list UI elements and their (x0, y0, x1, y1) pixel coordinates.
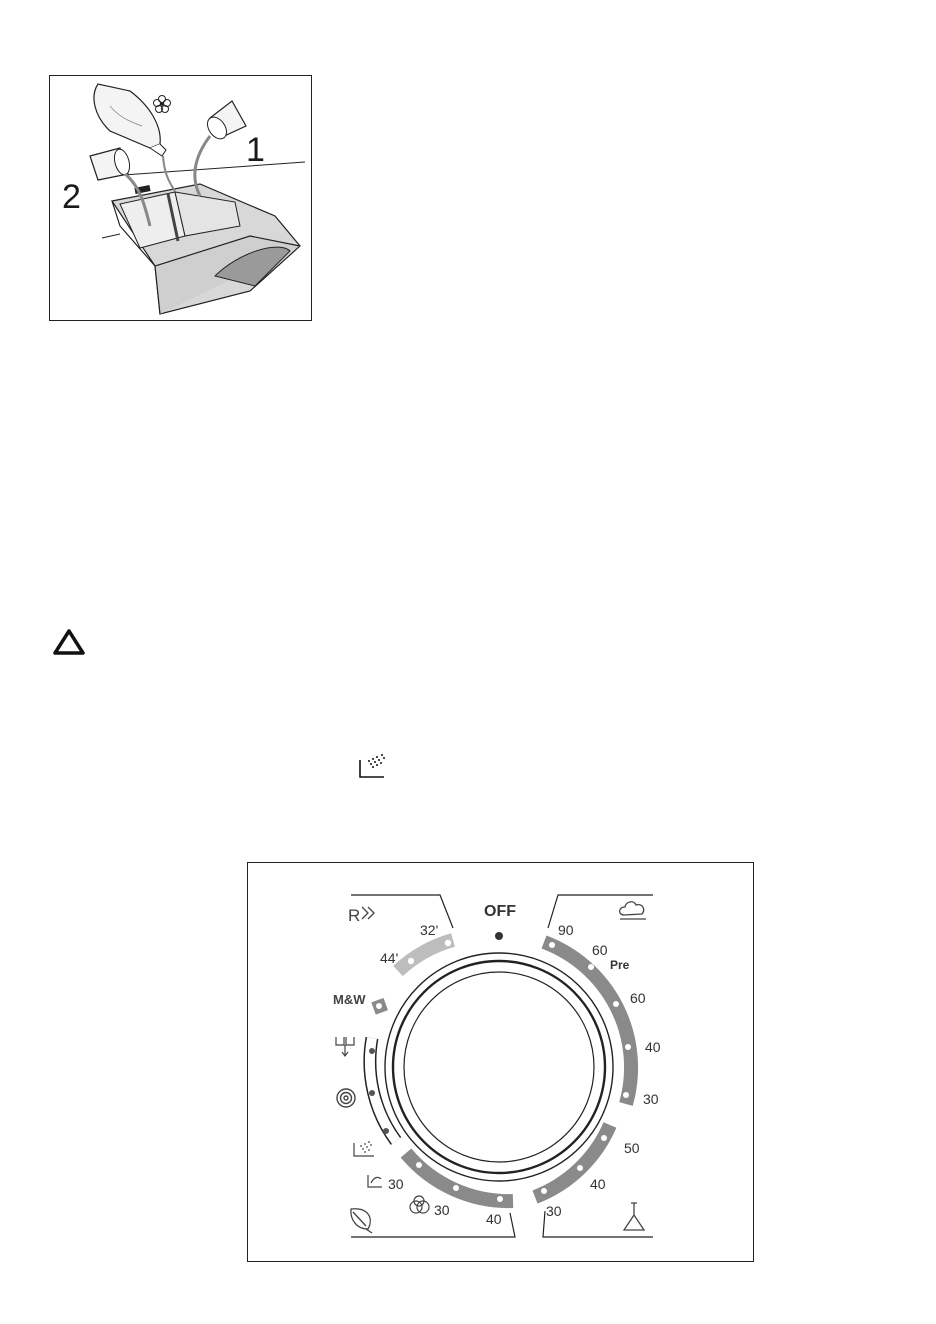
dial-position-dot[interactable] (497, 1196, 503, 1202)
softener-flower-icon (154, 96, 171, 113)
mix-wash-label: M&W (333, 992, 366, 1007)
cotton-temp-40: 40 (645, 1039, 661, 1055)
compartment-label-2: 2 (62, 178, 81, 216)
wool-temp-30: 30 (434, 1202, 450, 1218)
handwash-temp-30: 30 (388, 1176, 404, 1192)
off-label: OFF (484, 903, 516, 920)
drain-icon (336, 1037, 354, 1056)
dial-position-dot[interactable] (376, 1003, 382, 1009)
cotton-icon (620, 902, 646, 919)
detergent-drawer-icon (50, 76, 310, 319)
synthetics-temp-30: 30 (546, 1203, 562, 1219)
cup-icon (195, 101, 246, 196)
programme-dial (248, 863, 752, 1260)
cotton-temp-60: 60 (630, 990, 646, 1006)
detergent-drawer-figure (49, 75, 312, 321)
dial-position-dot[interactable] (577, 1165, 583, 1171)
dial-position-dot[interactable] (549, 942, 555, 948)
programme-dial-figure (247, 862, 754, 1262)
delicates-temp-40: 40 (486, 1211, 502, 1227)
rapid-arrows (362, 907, 374, 919)
dial-position-dot[interactable] (613, 1001, 619, 1007)
spin-spiral-icon (337, 1089, 355, 1107)
rinse-shower-icon (354, 1141, 374, 1156)
dial-position-dot[interactable] (623, 1092, 629, 1098)
dial-position-dot[interactable] (445, 940, 451, 946)
cotton-temp-30: 30 (643, 1091, 659, 1107)
off-position-dot[interactable] (495, 932, 503, 940)
compartment-label-1: 1 (246, 131, 265, 169)
wool-icon (410, 1196, 429, 1213)
dial-position-dot[interactable] (416, 1162, 422, 1168)
warning-triangle-icon (52, 628, 86, 656)
dial-position-dot[interactable] (369, 1090, 375, 1096)
synthetics-temp-50: 50 (624, 1140, 640, 1156)
rapid-icon: R (348, 906, 361, 925)
hand-wash-icon (368, 1175, 382, 1187)
dial-position-dot[interactable] (383, 1128, 389, 1134)
dial-position-dot[interactable] (601, 1135, 607, 1141)
synthetics-temp-40: 40 (590, 1176, 606, 1192)
dial-position-dot[interactable] (625, 1044, 631, 1050)
delicates-leaf-icon (351, 1209, 372, 1233)
dial-position-dot[interactable] (369, 1048, 375, 1054)
dial-position-dot[interactable] (453, 1185, 459, 1191)
rapid-time-32: 32' (420, 922, 439, 938)
cotton-temp-90: 90 (558, 922, 574, 938)
dial-position-dot[interactable] (588, 964, 594, 970)
dial-position-dot[interactable] (541, 1188, 547, 1194)
rapid-time-44: 44' (380, 950, 399, 966)
cotton-pre-label: Pre (610, 958, 630, 972)
cotton-temp-60-pre: 60 (592, 942, 608, 958)
synthetics-beaker-icon (624, 1203, 644, 1230)
dial-position-dot[interactable] (408, 958, 414, 964)
rinse-shower-icon (357, 752, 387, 780)
